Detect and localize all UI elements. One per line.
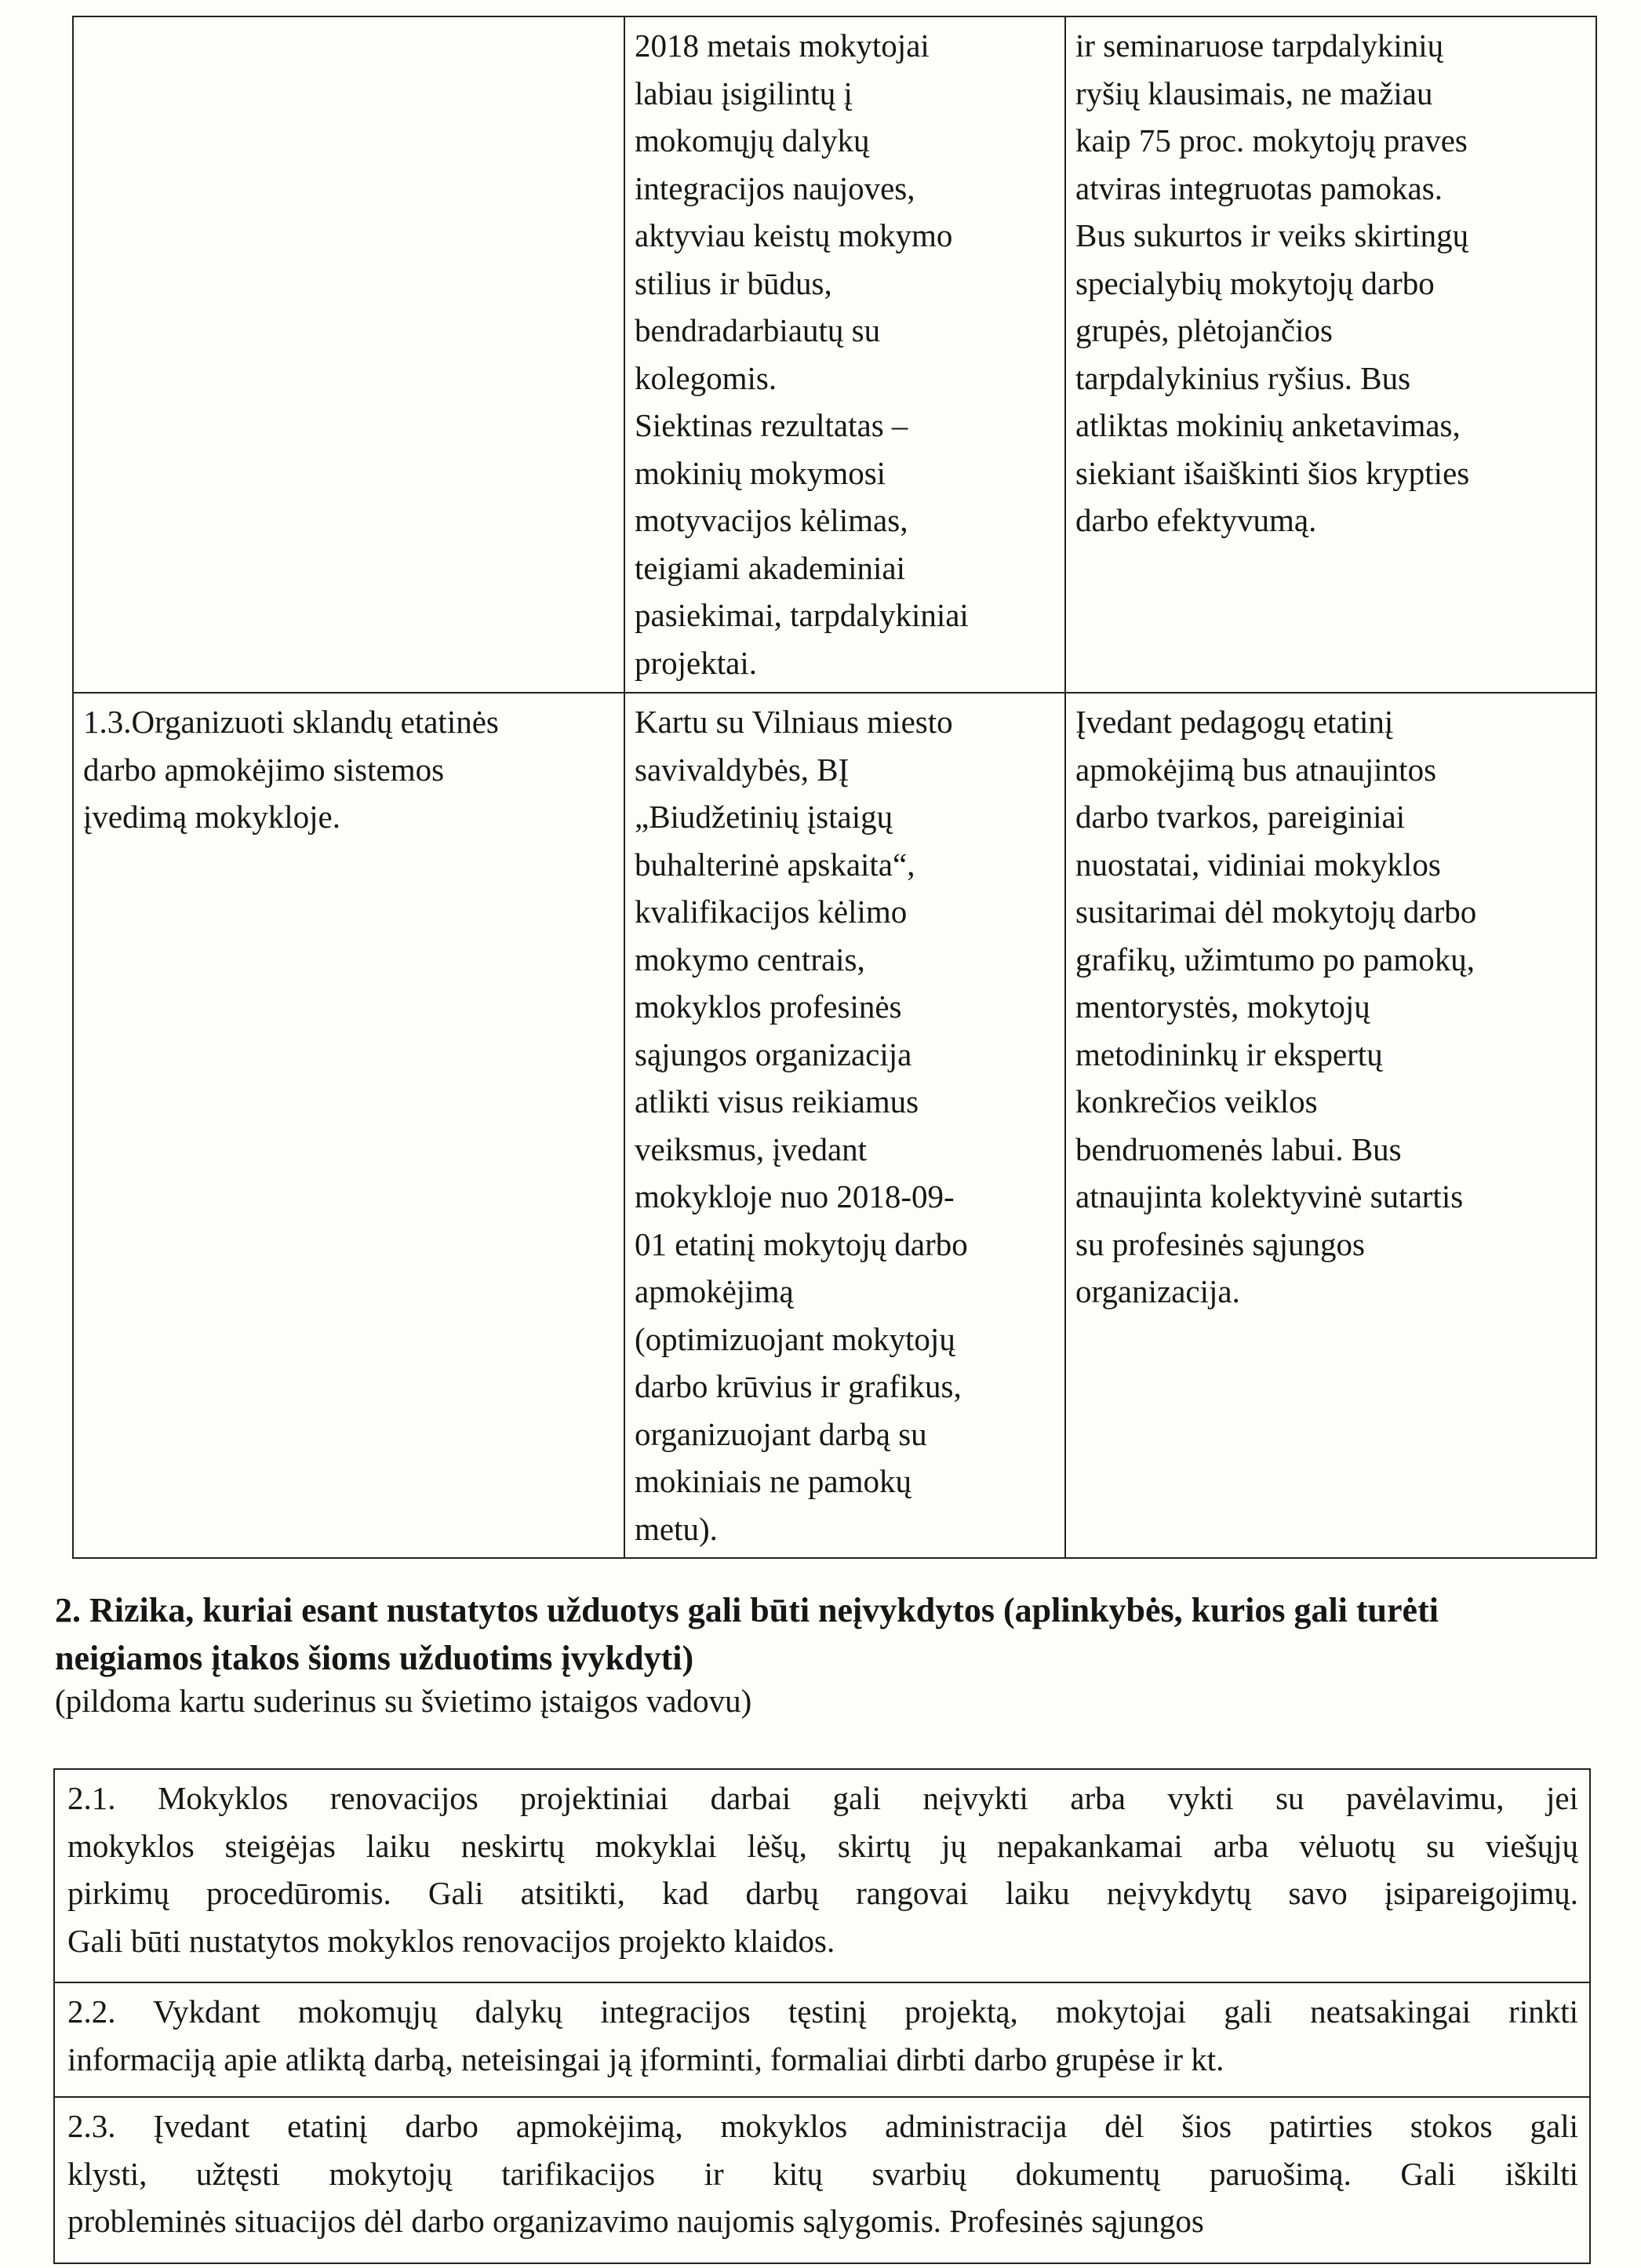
text-line: veiksmus, įvedant bbox=[635, 1130, 868, 1167]
text-line: 1.3.Organizuoti sklandų etatinės bbox=[83, 704, 499, 740]
heading-line: 2. Rizika, kuriai esant nustatytos užduotys gali būti neįvykdytos (aplinkybės, kurios gali turėti bbox=[55, 1591, 1439, 1629]
table-row bbox=[73, 693, 1596, 1558]
text-line: specialybių mokytojų darbo bbox=[1075, 264, 1435, 301]
expected-result-cell bbox=[624, 16, 1065, 693]
text-line: mokykloje nuo 2018-09- bbox=[635, 1178, 955, 1214]
text-line: mokomųjų dalykų bbox=[635, 122, 870, 158]
text-line: stilius ir būdus, bbox=[635, 264, 832, 301]
text-line: mokyklos profesinės bbox=[635, 988, 902, 1025]
section-2-subtitle: (pildoma kartu suderinus su švietimo įstaigos vadovu) bbox=[55, 1683, 752, 1719]
text-line: kvalifikacijos kėlimo bbox=[635, 894, 908, 930]
text-line: konkrečios veiklos bbox=[1075, 1083, 1318, 1119]
text-line: Gali būti nustatytos mokyklos renovacijos projekto klaidos. bbox=[67, 1922, 835, 1959]
evaluation-indicator-cell bbox=[1065, 16, 1596, 693]
text-line: informaciją apie atliktą darbą, neteisingai ją įforminti, formaliai dirbti darbo grupėse ir kt. bbox=[67, 2040, 1224, 2077]
text-line: Siektinas rezultatas – bbox=[635, 407, 908, 443]
text-line: grafikų, užimtumo po pamokų, bbox=[1075, 941, 1475, 977]
expected-result-cell bbox=[624, 693, 1065, 1558]
section-2-heading bbox=[55, 1586, 1624, 1682]
text-line: su profesinės sąjungos bbox=[1075, 1225, 1365, 1262]
text-line: kolegomis. bbox=[635, 359, 777, 396]
text-line: bendradarbiautų su bbox=[635, 312, 881, 348]
risk-cell bbox=[54, 1769, 1590, 1982]
text-line: labiau įsigilintų į bbox=[635, 75, 853, 111]
task-cell bbox=[73, 693, 624, 1558]
text-line: apmokėjimą bus atnaujintos bbox=[1075, 751, 1437, 788]
text-line: mokiniais ne pamokų bbox=[635, 1463, 912, 1499]
risk-row bbox=[54, 2097, 1590, 2263]
text-line: organizuojant darbą su bbox=[635, 1415, 927, 1452]
text-line: tarpdalykinius ryšius. Bus bbox=[1075, 359, 1411, 396]
text-line: buhalterinė apskaita“, bbox=[635, 846, 915, 883]
text-line: mokinių mokymosi bbox=[635, 454, 886, 491]
text-line: darbo apmokėjimo sistemos bbox=[83, 751, 445, 788]
text-line: ryšių klausimais, ne mažiau bbox=[1075, 75, 1433, 111]
text-line: atlikti visus reikiamus bbox=[635, 1083, 919, 1119]
table-row bbox=[73, 16, 1596, 693]
text-line: apmokėjimą bbox=[635, 1273, 794, 1309]
text-line: Įvedant pedagogų etatinį bbox=[1075, 704, 1394, 740]
text-line: darbo krūvius ir grafikus, bbox=[635, 1368, 962, 1404]
risk-cell bbox=[54, 1982, 1590, 2097]
text-line: (optimizuojant mokytojų bbox=[635, 1320, 955, 1357]
risk-row bbox=[54, 1769, 1590, 1982]
text-line: nuostatai, vidiniai mokyklos bbox=[1075, 846, 1441, 883]
text-line: 2.3. Įvedant etatinį darbo apmokėjimą, mokyklos administracija dėl šios patirties stokos gali bbox=[67, 2108, 1578, 2144]
text-line: 2.2. Vykdant mokomųjų dalykų integracijos tęstinį projektą, mokytojai gali neatsakingai rinkti bbox=[67, 1993, 1578, 2030]
text-line: integracijos naujoves, bbox=[635, 169, 915, 206]
text-line: darbo efektyvumą. bbox=[1075, 502, 1317, 538]
text-line: motyvacijos kėlimas, bbox=[635, 502, 908, 538]
plan-table bbox=[72, 16, 1597, 1559]
text-line: grupės, plėtojančios bbox=[1075, 312, 1333, 348]
text-line: mokyklos steigėjas laiku neskirtų mokyklai lėšų, skirtų jų nepakankamai arba vėluotų su viešųjų bbox=[67, 1827, 1578, 1864]
text-line: ir seminaruose tarpdalykinių bbox=[1075, 27, 1444, 64]
text-line: pirkimų procedūromis. Gali atsitikti, kad darbų rangovai laiku neįvykdytų savo įsipareigojimų. bbox=[67, 1875, 1578, 1911]
text-line: Bus sukurtos ir veiks skirtingų bbox=[1075, 217, 1469, 253]
text-line: sąjungos organizacija bbox=[635, 1036, 912, 1072]
text-line: atnaujinta kolektyvinė sutartis bbox=[1075, 1178, 1464, 1214]
text-line: įvedimą mokykloje. bbox=[83, 799, 340, 835]
text-line: „Biudžetinių įstaigų bbox=[635, 799, 893, 835]
text-line: pasiekimai, tarpdalykiniai bbox=[635, 597, 969, 633]
risk-table bbox=[53, 1768, 1591, 2264]
text-line: metodininkų ir ekspertų bbox=[1075, 1036, 1383, 1072]
text-line: teigiami akademiniai bbox=[635, 549, 905, 586]
text-line: 01 etatinį mokytojų darbo bbox=[635, 1225, 968, 1262]
text-line: metu). bbox=[635, 1510, 718, 1547]
text-line: susitarimai dėl mokytojų darbo bbox=[1075, 894, 1477, 930]
text-line: atviras integruotas pamokas. bbox=[1075, 169, 1443, 206]
text-line: 2.1. Mokyklos renovacijos projektiniai darbai gali neįvykti arba vykti su pavėlavimu, jei bbox=[67, 1780, 1578, 1816]
text-line: mokymo centrais, bbox=[635, 941, 865, 977]
text-line: 2018 metais mokytojai bbox=[635, 27, 930, 64]
text-line: klysti, užtęsti mokytojų tarifikacijos ir kitų svarbių dokumentų paruošimą. Gali iškilti bbox=[67, 2155, 1578, 2192]
text-line: atliktas mokinių anketavimas, bbox=[1075, 407, 1461, 443]
text-line: Kartu su Vilniaus miesto bbox=[635, 704, 953, 740]
text-line: bendruomenės labui. Bus bbox=[1075, 1130, 1402, 1167]
heading-line: neigiamos įtakos šioms užduotims įvykdyti) bbox=[55, 1639, 694, 1677]
text-line: darbo tvarkos, pareiginiai bbox=[1075, 799, 1406, 835]
risk-row bbox=[54, 1982, 1590, 2097]
text-line: aktyviau keistų mokymo bbox=[635, 217, 953, 253]
text-line: savivaldybės, BĮ bbox=[635, 751, 850, 788]
text-line: kaip 75 proc. mokytojų praves bbox=[1075, 122, 1468, 158]
text-line: siekiant išaiškinti šios krypties bbox=[1075, 454, 1470, 491]
text-line: mentorystės, mokytojų bbox=[1075, 988, 1370, 1025]
text-line: projektai. bbox=[635, 644, 757, 681]
task-cell bbox=[73, 16, 624, 693]
risk-cell bbox=[54, 2097, 1590, 2263]
text-line: organizacija. bbox=[1075, 1273, 1240, 1309]
text-line: probleminės situacijos dėl darbo organizavimo naujomis sąlygomis. Profesinės sąjungos bbox=[67, 2203, 1204, 2239]
evaluation-indicator-cell bbox=[1065, 693, 1596, 1558]
